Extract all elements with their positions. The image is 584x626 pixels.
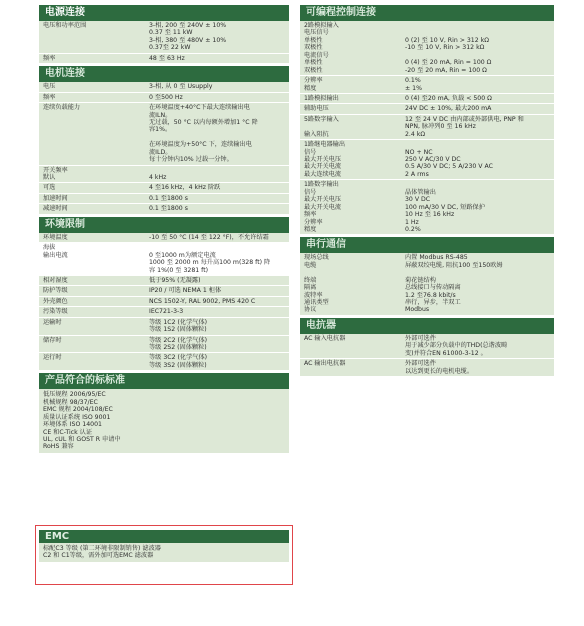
power-table	[39, 21, 289, 64]
left-column	[39, 5, 289, 453]
row-label: 电压	[43, 83, 56, 91]
row-value: IEC721-3-3	[149, 308, 184, 316]
row-value: 低于95% (无凝露)	[149, 276, 201, 284]
row-value: 24V DC ± 10%, 最大200 mA	[405, 105, 492, 113]
table-row	[300, 94, 554, 104]
table-row	[300, 76, 554, 94]
row-value: 等级 1C2 (化学气体) 等级 1S2 (固体颗粒)	[149, 318, 208, 334]
row-label: 外壳颜色	[43, 297, 68, 305]
table-row	[39, 307, 289, 317]
row-value: 12 至 24 V DC 由内部或外部供电, PNP 和 NPN, 脉冲列0 至 16 kHz 2.4 kΩ	[405, 115, 524, 138]
section-title-compliance: 产品符合的标标准	[39, 373, 289, 389]
table-row	[300, 21, 554, 76]
row-label: 减速时间	[43, 205, 68, 213]
table-row	[300, 334, 554, 359]
table-row	[39, 54, 289, 64]
row-label: 频率	[43, 93, 56, 101]
table-row	[39, 194, 289, 204]
row-label: AC 输出电抗器	[304, 360, 346, 368]
table-row	[39, 276, 289, 286]
row-label: 1路数字输出 信号 最大开关电压 最大开关电流 频率 分辨率 精度	[304, 181, 342, 233]
row-value: 晶体管输出 30 V DC 100 mA/30 V DC, 短路保护 10 Hz 至 16 kHz 1 Hz 0.2%	[405, 188, 485, 233]
section-title-environment: 环境限制	[39, 217, 289, 233]
row-label: 可选	[43, 184, 56, 192]
table-row	[39, 21, 289, 54]
row-label: 加速时间	[43, 194, 68, 202]
row-label: 电压和功率范围	[43, 22, 87, 29]
row-value: 48 至 63 Hz	[149, 54, 185, 62]
section-title-reactor: 电抗器	[300, 318, 554, 334]
reactor-table	[300, 334, 554, 377]
section-title-power: 电源连接	[39, 5, 289, 21]
row-value: 在环境温度+40°C下最大连续输出电 流ILN。 无过载，50 °C 以内每额外增加1 °C 降 容1%。 在环境温度为+50°C 下，连续输出电 流ILD。 每十分钟内10% 过载一分钟。	[149, 104, 258, 164]
programmable-table	[300, 21, 554, 235]
row-label: 连续负载能力	[43, 104, 81, 112]
table-row	[39, 297, 289, 307]
row-value: NO + NC 250 V AC/30 V DC 0.5 A/30 V DC; 5 A/230 V AC 2 A rms	[405, 148, 493, 178]
row-value: 外部可选件 以达到更长的电机电缆。	[405, 360, 474, 375]
row-label: 1路模拟输出	[304, 94, 339, 102]
motor-table	[39, 82, 289, 215]
table-row	[300, 104, 554, 114]
row-label: 储存时	[43, 336, 62, 344]
emc-text: 标配C3 等级 (第二环境非限制销售) 滤波器 C2 和 C1等级，需外加可选EMC 滤波器	[39, 543, 289, 562]
row-label: 现场总线 电缆 终端 隔离 波特率 通讯类型 协议	[304, 254, 329, 314]
row-label: 相对湿度	[43, 276, 68, 284]
row-value: 0 (2) 至 10 V, Rin > 312 kΩ -10 至 10 V, Rin > 312 kΩ 0 (4) 至 20 mA, Rin = 100 Ω -20 至 20 mA, Rin = 100 Ω	[405, 36, 492, 74]
row-label: 运行时	[43, 354, 62, 362]
row-value: -10 至 50 °C (14 至 122 °F)，不允许结霜	[149, 233, 269, 241]
row-value: 等级 2C2 (化学气体) 等级 2S2 (固体颗粒)	[149, 336, 208, 351]
row-value: 3-相, 200 至 240V ± 10% 0.37 至 11 kW 3-相, 380 至 480V ± 10% 0.37至 22 kW	[149, 22, 227, 52]
table-row	[39, 286, 289, 296]
table-row	[39, 243, 289, 276]
row-label: 5路数字输入 输入阻抗	[304, 115, 339, 138]
environment-table	[39, 233, 289, 372]
row-label: 1路继电器输出 信号 最大开关电压 最大开关电流 最大连续电流	[304, 141, 346, 178]
section-title-serial-communication: 串行通信	[300, 237, 554, 253]
table-row	[39, 166, 289, 184]
row-value: 0 (4) 至20 mA, 负载 < 500 Ω	[405, 94, 492, 102]
table-row	[39, 82, 289, 92]
row-value: 4 kHz	[149, 174, 167, 181]
serial-table	[300, 253, 554, 316]
row-label: 海拔 输出电流	[43, 244, 68, 259]
table-row	[300, 140, 554, 180]
table-row	[39, 204, 289, 214]
section-title-motor: 电机连接	[39, 66, 289, 82]
table-row	[300, 180, 554, 235]
table-row	[39, 336, 289, 354]
row-value: 0 至1000 m为额定电流 1000 至 2000 m 每升高100 m(328 ft) 降 容 1%(0 至 3281 ft)	[149, 251, 271, 274]
table-row	[39, 318, 289, 336]
row-label: 辅助电压	[304, 105, 329, 113]
row-value: 3-相, 从 0 至 Usupply	[149, 83, 213, 91]
section-title-programmable-control: 可编程控制连接	[300, 5, 554, 21]
row-label: 污染等级	[43, 308, 68, 316]
right-column	[300, 5, 554, 377]
row-label: 2路模拟输入 电压信号 单极性 双极性 电流信号 单极性 双极性	[304, 22, 339, 74]
emc-highlight-box	[35, 525, 293, 585]
row-label: 环境温度	[43, 233, 68, 241]
table-row	[300, 115, 554, 140]
row-label: 防护等级	[43, 287, 68, 295]
row-value: 外部可选件 用于减少部分负载中的THD(总谐波畸 变)并符合EN 61000-3-12 。	[405, 334, 508, 357]
row-label: 分辨率 精度	[304, 77, 323, 92]
row-value: 0.1% ± 1%	[405, 77, 422, 92]
table-row	[39, 93, 289, 103]
row-value: NCS 1502-Y, RAL 9002, PMS 420 C	[149, 297, 256, 305]
row-value: 等级 3C2 (化学气体) 等级 3S2 (固体颗粒)	[149, 354, 208, 369]
row-value: 0 至500 Hz	[149, 93, 183, 101]
table-row	[39, 103, 289, 166]
row-label: AC 输入电抗器	[304, 334, 346, 342]
row-value: 0.1 至1800 s	[149, 205, 188, 213]
table-row	[39, 183, 289, 193]
table-row	[300, 359, 554, 377]
compliance-list: 低压规程 2006/95/EC 机械规程 98/37/EC EMC 规程 2004/108/EC 质量认证系统 ISO 9001 环境体系 ISO 14001 CE 和C-Tick 认证 UL, cUL 和 GOST R 申请中 RoHS 兼容	[39, 389, 289, 453]
row-value: IP20 / 可选 NEMA 1 柜体	[149, 287, 222, 295]
row-label: 频率	[43, 54, 56, 62]
row-value: 0.1 至1800 s	[149, 194, 188, 202]
row-value: 内置 Modbus RS-485 屏蔽双绞电缆, 阻抗100 至150欧姆 菊花链结构 总线接口与传动隔离 1.2 至76.8 kbit/s 串行，异步，半双工 Modbus	[405, 254, 503, 314]
table-row	[39, 233, 289, 243]
table-row	[39, 353, 289, 371]
row-label: 运输时	[43, 318, 62, 326]
row-value: 4 至16 kHz，4 kHz 阶跃	[149, 184, 221, 192]
table-row	[300, 253, 554, 316]
section-title-emc: EMC	[39, 530, 289, 543]
row-label: 开关频率 默认	[43, 166, 68, 181]
